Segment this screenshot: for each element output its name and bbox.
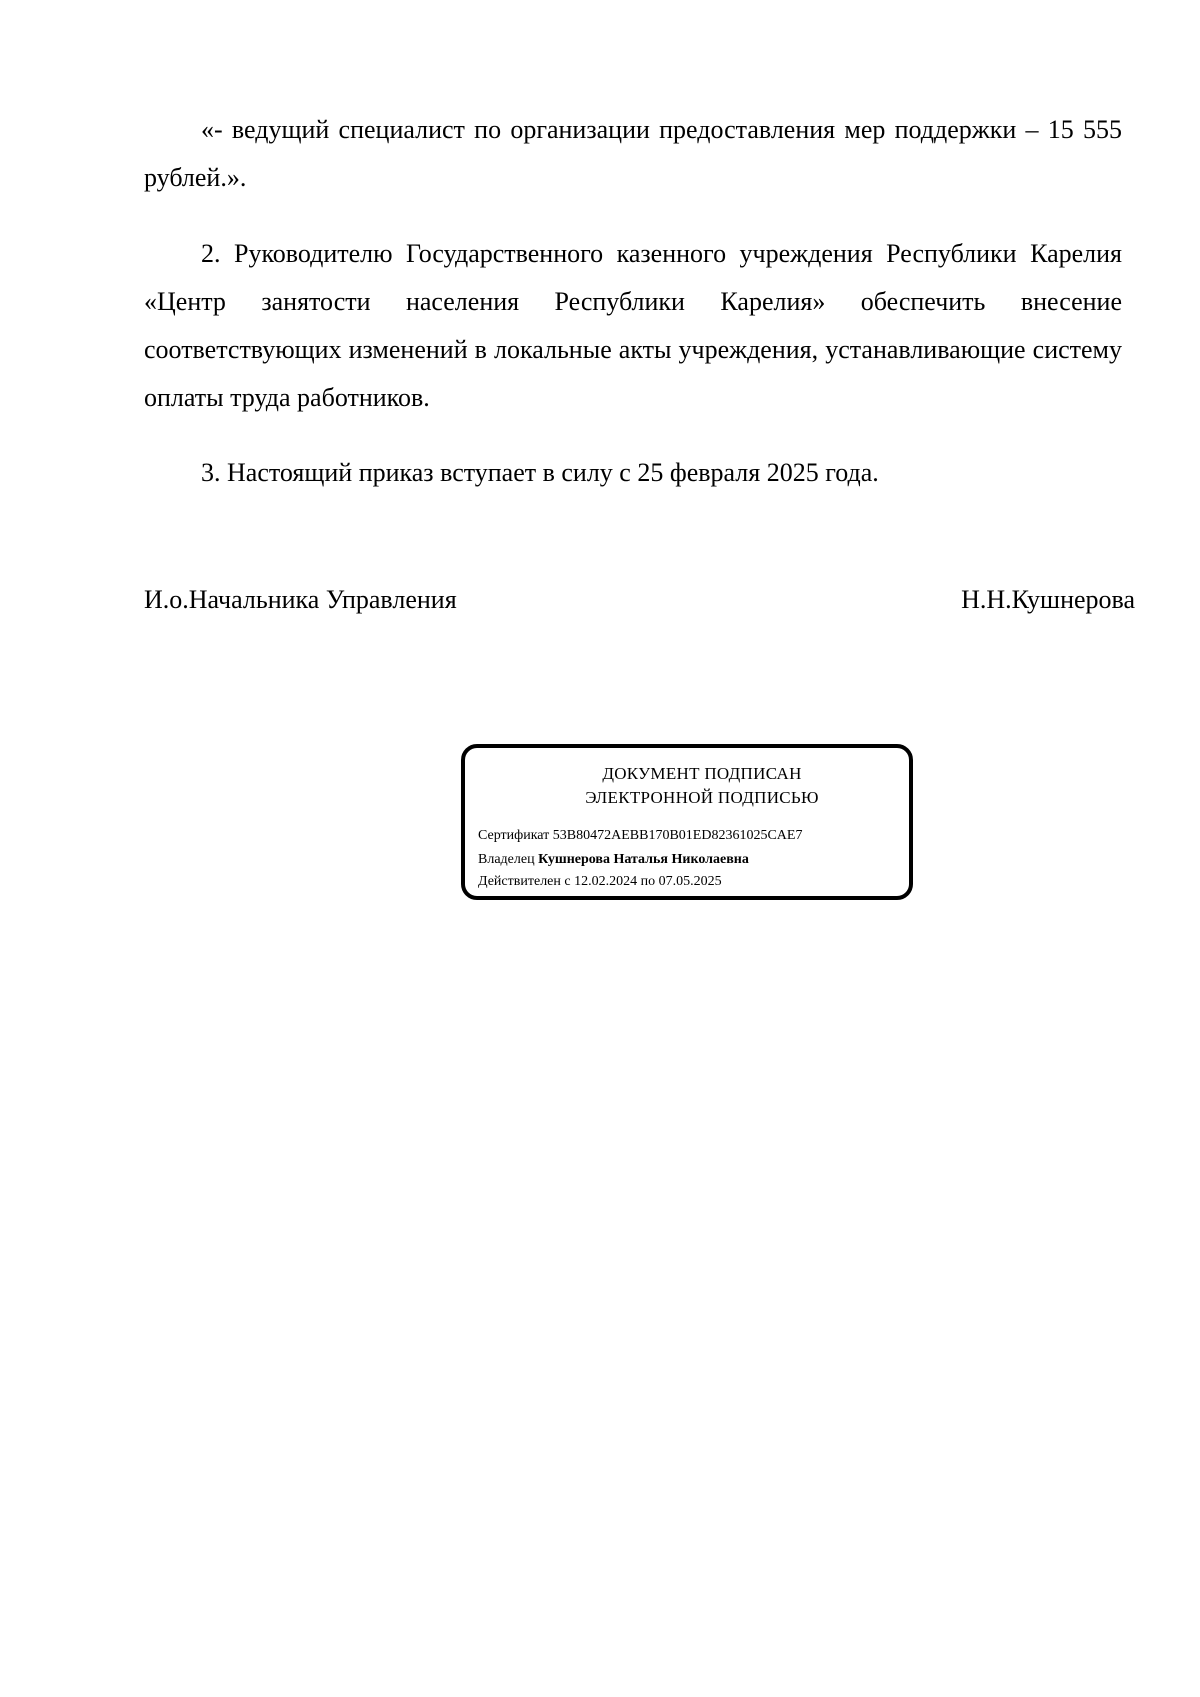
stamp-valid-to-label: по bbox=[640, 874, 656, 889]
stamp-certificate-label: Сертификат bbox=[478, 828, 550, 843]
stamp-owner-row bbox=[478, 850, 749, 870]
paragraph-item-3: 3. Настоящий приказ вступает в силу с 25 февраля 2025 года. bbox=[201, 458, 879, 487]
stamp-owner-value: Кушнерова Наталья Николаевна bbox=[538, 852, 749, 867]
stamp-valid-to: 07.05.2025 bbox=[658, 874, 722, 889]
paragraph-support-specialist-salary: «- ведущий специалист по организации предоставления мер поддержки – 15 555 рублей.». bbox=[144, 115, 1122, 192]
signatory-name: Н.Н.Кушнерова bbox=[961, 585, 1135, 614]
stamp-owner-label: Владелец bbox=[478, 852, 535, 867]
stamp-title-line-2: ЭЛЕКТРОННОЙ ПОДПИСЬЮ bbox=[585, 788, 819, 807]
stamp-valid-from: 12.02.2024 bbox=[574, 874, 638, 889]
electronic-signature-stamp bbox=[461, 744, 913, 900]
signatory-position: И.о.Начальника Управления bbox=[144, 585, 457, 614]
stamp-title-line-1: ДОКУМЕНТ ПОДПИСАН bbox=[602, 764, 802, 783]
stamp-validity-row bbox=[478, 872, 722, 892]
stamp-certificate-value: 53B80472AEBB170B01ED82361025CAE7 bbox=[552, 828, 803, 843]
stamp-certificate-row bbox=[478, 826, 802, 846]
paragraph-item-2: 2. Руководителю Государственного казенного учреждения Республики Карелия «Центр занятости населения Республики Карелия» обеспечить внесение соответствующих изменений в локальные акты учреждения, устанавливающие систему оплаты труда работников. bbox=[144, 239, 1122, 412]
stamp-valid-label: Действителен с bbox=[478, 874, 571, 889]
